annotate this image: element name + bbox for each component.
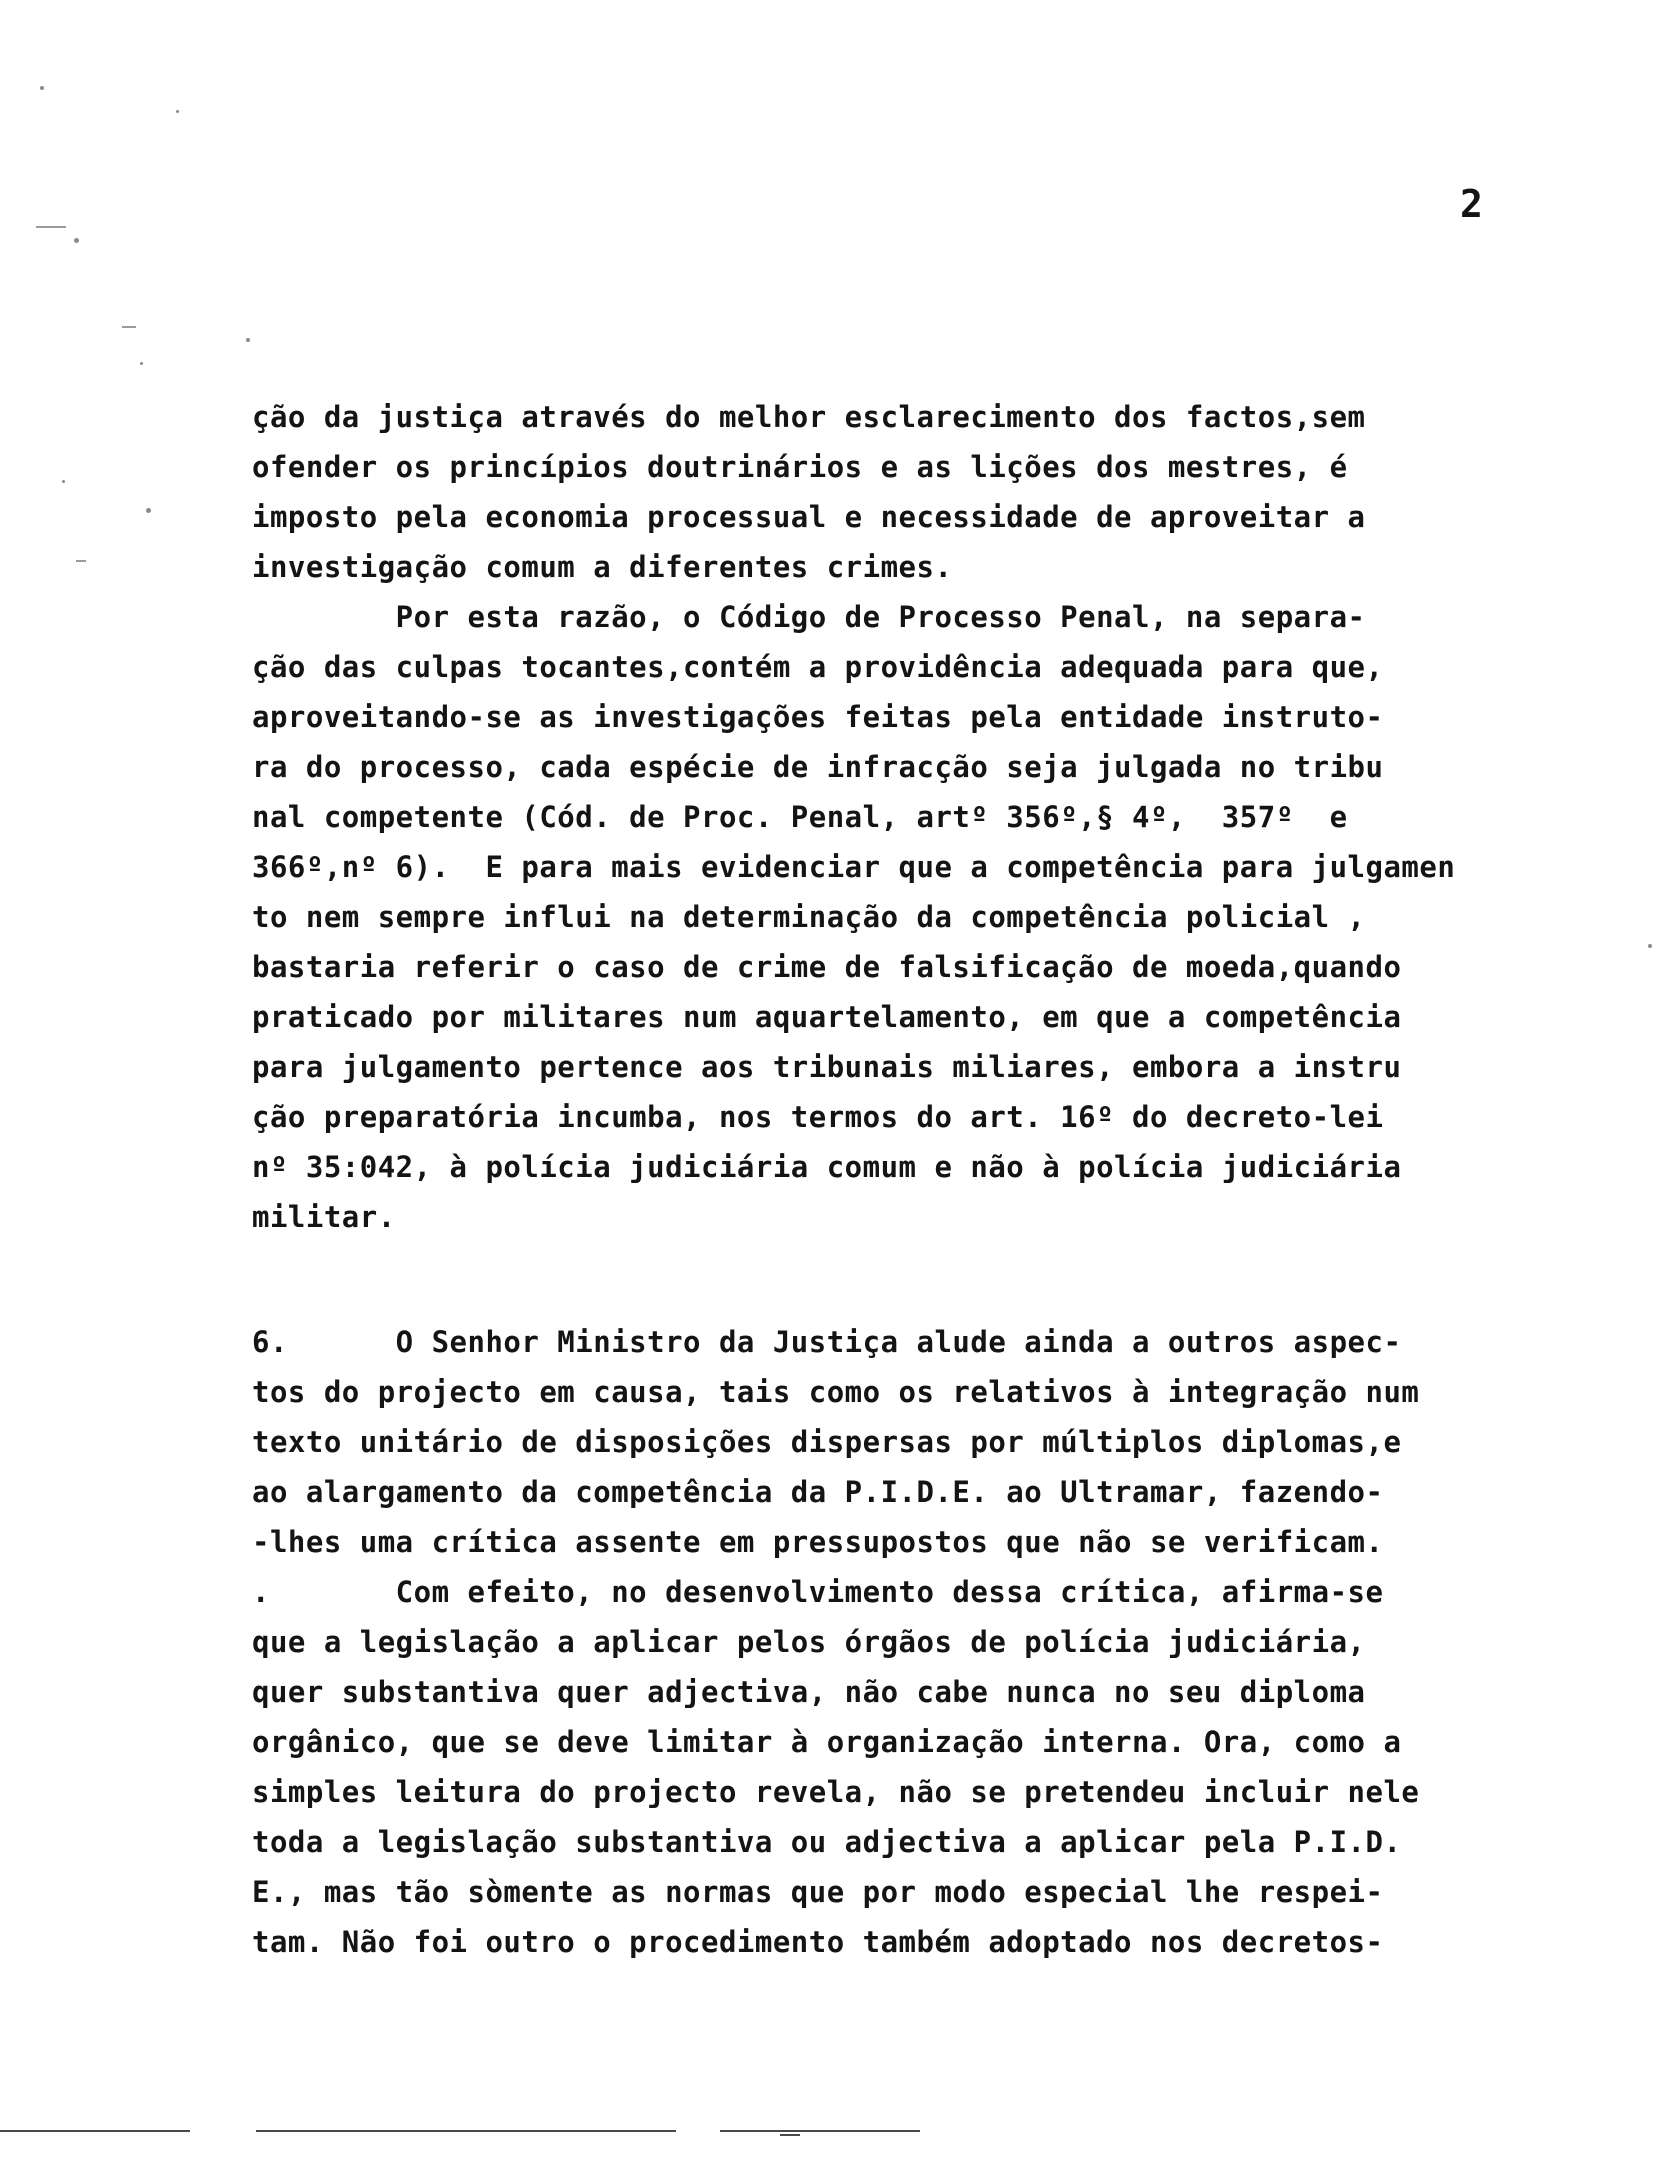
text-line: . Com efeito, no desenvolvimento dessa crítica, afirma-se xyxy=(252,1575,1384,1609)
text-line: ra do processo, cada espécie de infracção seja julgada no tribu xyxy=(252,750,1384,784)
paragraph-1 xyxy=(252,392,1532,1242)
text-line: investigação comum a diferentes crimes. xyxy=(252,550,953,584)
footer-rule xyxy=(720,2130,920,2132)
text-line: praticado por militares num aquartelamento, em que a competência xyxy=(252,1000,1402,1034)
text-line: 6. O Senhor Ministro da Justiça alude ainda a outros aspec- xyxy=(252,1325,1402,1359)
scan-speck xyxy=(176,110,179,113)
footer-rule xyxy=(0,2130,190,2132)
text-line: 366º,nº 6). E para mais evidenciar que a competência para julgamen xyxy=(252,850,1456,884)
text-line: Por esta razão, o Código de Processo Penal, na separa- xyxy=(252,600,1366,634)
scan-mark xyxy=(122,326,136,328)
text-line: toda a legislação substantiva ou adjectiva a aplicar pela P.I.D. xyxy=(252,1825,1402,1859)
text-line: ao alargamento da competência da P.I.D.E. ao Ultramar, fazendo- xyxy=(252,1475,1384,1509)
text-line: bastaria referir o caso de crime de falsificação de moeda,quando xyxy=(252,950,1402,984)
text-line: tam. Não foi outro o procedimento também adoptado nos decretos- xyxy=(252,1925,1384,1959)
footer-rule xyxy=(256,2130,676,2132)
scan-speck xyxy=(62,480,65,483)
text-line: nº 35:042, à polícia judiciária comum e não à polícia judiciária xyxy=(252,1150,1402,1184)
text-line: ção da justiça através do melhor esclarecimento dos factos,sem xyxy=(252,400,1366,434)
text-line: -lhes uma crítica assente em pressupostos que não se verificam. xyxy=(252,1525,1384,1559)
scan-speck xyxy=(74,238,79,243)
scan-speck xyxy=(246,338,250,342)
text-line: aproveitando-se as investigações feitas pela entidade instruto- xyxy=(252,700,1384,734)
text-line: que a legislação a aplicar pelos órgãos de polícia judiciária, xyxy=(252,1625,1366,1659)
text-line: militar. xyxy=(252,1200,396,1234)
page-number: 2 xyxy=(1460,182,1483,226)
text-line: to nem sempre influi na determinação da competência policial , xyxy=(252,900,1366,934)
scan-speck xyxy=(146,508,151,513)
text-line: imposto pela economia processual e necessidade de aproveitar a xyxy=(252,500,1366,534)
text-line: E., mas tão sòmente as normas que por modo especial lhe respei- xyxy=(252,1875,1384,1909)
scan-speck xyxy=(40,86,44,90)
text-line: tos do projecto em causa, tais como os relativos à integração num xyxy=(252,1375,1420,1409)
scan-mark xyxy=(76,560,86,562)
text-line: quer substantiva quer adjectiva, não cabe nunca no seu diploma xyxy=(252,1675,1366,1709)
text-line: nal competente (Cód. de Proc. Penal, artº 356º,§ 4º, 357º e xyxy=(252,800,1348,834)
text-line: para julgamento pertence aos tribunais miliares, embora a instru xyxy=(252,1050,1402,1084)
footer-rule xyxy=(780,2134,800,2136)
paragraph-2 xyxy=(252,1317,1532,1967)
scan-speck xyxy=(140,362,143,365)
text-line: texto unitário de disposições dispersas por múltiplos diplomas,e xyxy=(252,1425,1402,1459)
text-line: ção preparatória incumba, nos termos do art. 16º do decreto-lei xyxy=(252,1100,1384,1134)
text-line: simples leitura do projecto revela, não se pretendeu incluir nele xyxy=(252,1775,1420,1809)
scan-speck xyxy=(1648,944,1652,948)
scan-mark xyxy=(36,226,66,228)
text-line: orgânico, que se deve limitar à organização interna. Ora, como a xyxy=(252,1725,1402,1759)
text-line: ofender os princípios doutrinários e as lições dos mestres, é xyxy=(252,450,1348,484)
text-line: ção das culpas tocantes,contém a providência adequada para que, xyxy=(252,650,1384,684)
